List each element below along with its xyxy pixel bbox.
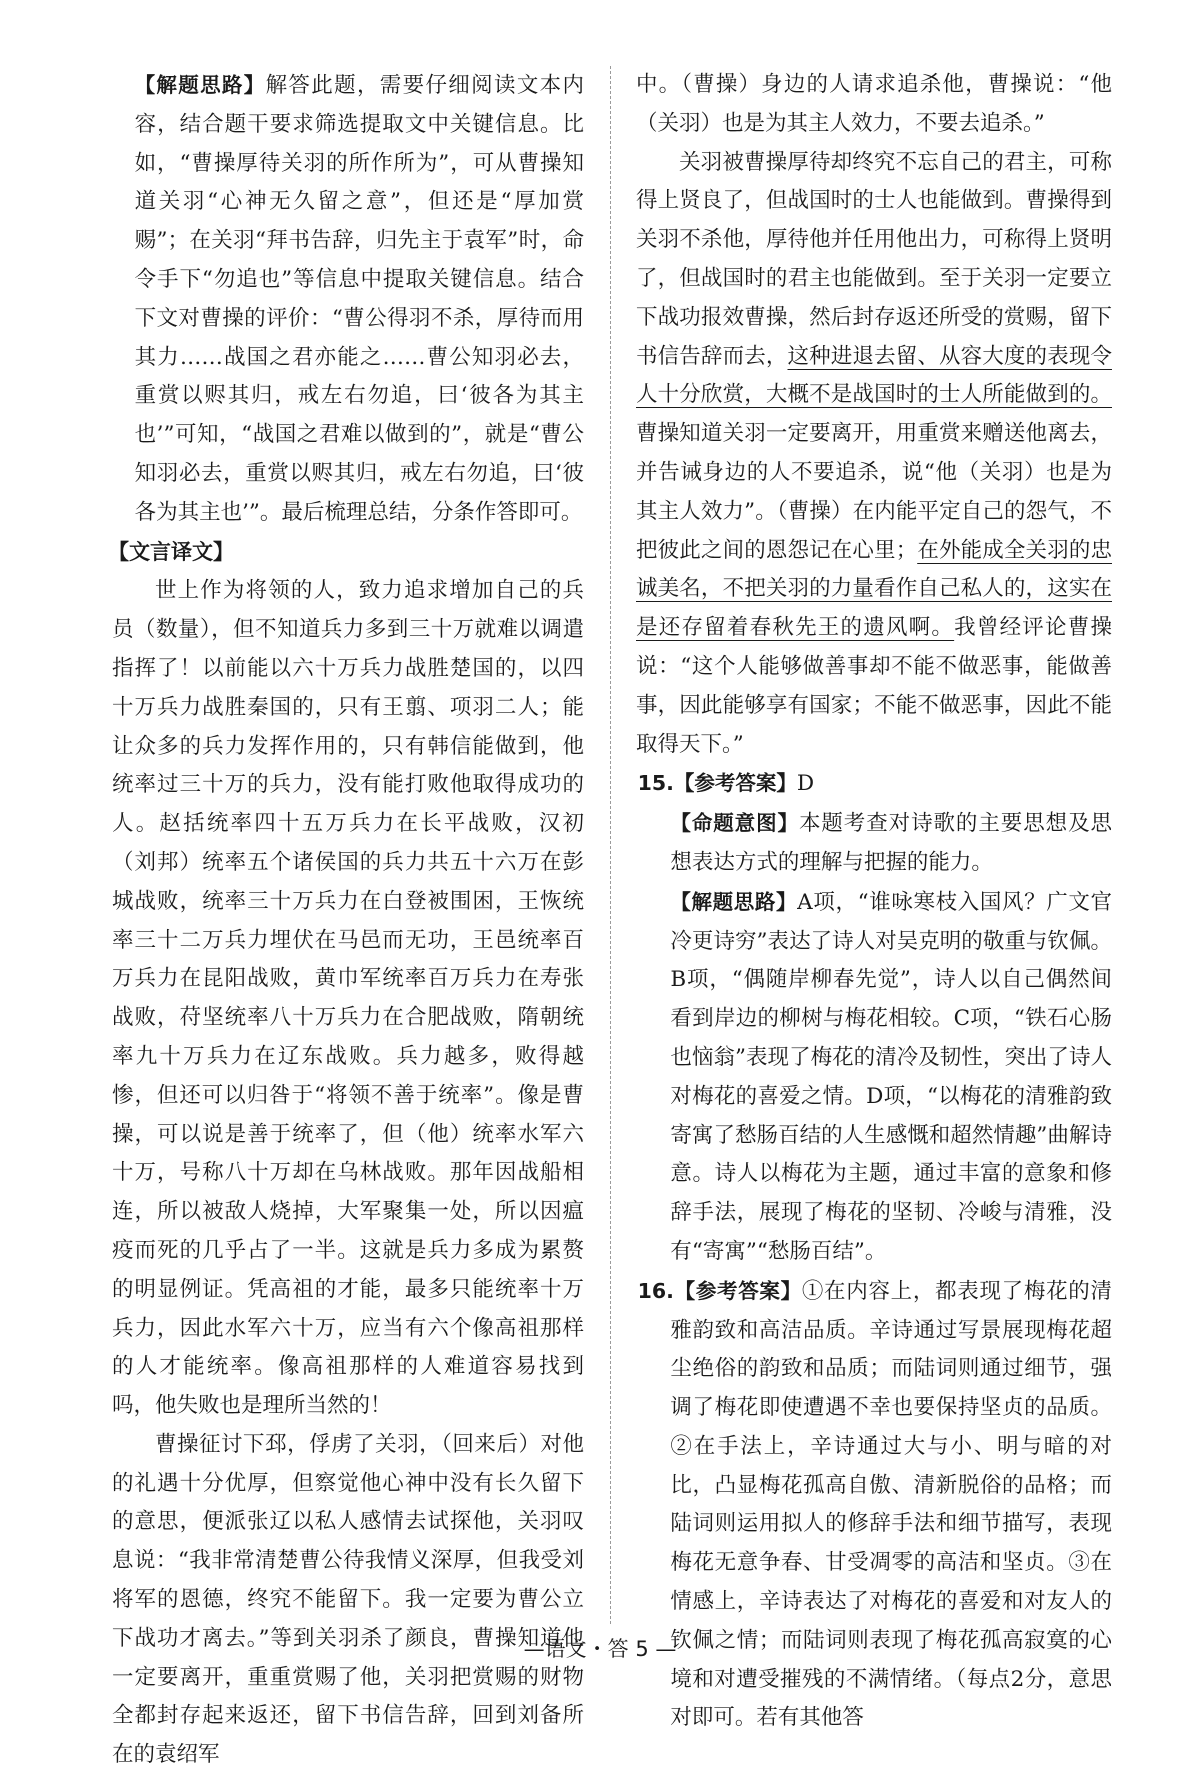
right-column [636,66,1112,1738]
question-15-analysis [636,883,1112,1272]
question-15-answer-tag: 【参考答案】 [673,771,797,796]
page-footer: —语文・答 5 — [523,1637,677,1661]
translation-text-c: 我曾经评论曹操说：“这个人能够做善事却不能不做恶事，能做善事，因此能够享有国家；不能不做恶事，因此不能取得天下。” [636,615,1112,757]
question-15-answer-value: D [796,771,815,797]
solution-approach-tag: 【解题思路】 [134,73,266,97]
translation-paragraph-1: 世上作为将领的人，致力追求增加自己的兵员（数量），但不知道兵力多到三十万就难以调遣指挥了！以前能以六十万兵力战胜楚国的，以四十万兵力战胜秦国的，只有王翦、项羽二人；能让众多的兵力发挥作用的，只有韩信能做到，他统率过三十万的兵力，没有能打败他取得成功的人。赵括统率四十五万兵力在长平战败，汉初（刘邦）统率五个诸侯国的兵力共五十六万在彭城战败，统率三十万兵力在白登被围困，王恢统率三十二万兵力埋伏在马邑而无功，王邑统率百万兵力在昆阳战败，黄巾军统率百万兵力在寿张战败，苻坚统率八十万兵力在合肥战败，隋朝统率九十万兵力在辽东战败。兵力越多，败得越惨，但还可以归咎于“将领不善于统率”。像是曹操，可以说是善于统率了，但（他）统率水军六十万，号称八十万却在乌林战败。那年因战船相连，所以被敌人烧掉，大军聚集一处，所以因瘟疫而死的几乎占了一半。这就是兵力多成为累赘的明显例证。凭高祖的才能，最多只能统率十万兵力，因此水军六十万，应当有六个像高祖那样的人才能统率。像高祖那样的人难道容易找到吗，他失败也是理所当然的！ [112,578,584,1419]
question-16-number: 16. [637,1278,674,1303]
question-15-intent-tag: 【命题意图】 [670,811,799,836]
question-16-answer-text: ①在内容上，都表现了梅花的清雅韵致和高洁品质。辛诗通过写景展现梅花超尘绝俗的韵致和品质；而陆词则通过细节，强调了梅花即使遭遇不幸也要保持坚贞的品质。②在手法上，辛诗通过大与小、明与暗的对比，凸显梅花孤高自傲、清新脱俗的品格；而陆词则运用拟人的修辞手法和细节描写，表现梅花无意争春、甘受凋零的高洁和坚贞。③在情感上，辛诗表达了对梅花的喜爱和对友人的钦佩之情；而陆词则表现了梅花孤高寂寞的心境和对遭受摧残的不满情绪。（每点2分，意思对即可。若有其他答 [670,1278,1112,1731]
translation-section-title: 【文言译文】 [108,539,234,564]
translation-paragraph-2-cont: 中。（曹操）身边的人请求追杀他，曹操说：“他（关羽）也是为其主人效力，不要去追杀。” [636,72,1112,136]
translation-paragraph-2: 曹操征讨下邳，俘虏了关羽，（回来后）对他的礼遇十分优厚，但察觉他心神中没有长久留下的意思，便派张辽以私人感情去试探他，关羽叹息说：“我非常清楚曹公待我情义深厚，但我受刘将军的恩德，终究不能留下。我一定要为曹公立下战功才离去。”等到关羽杀了颜良，曹操知道他一定要离开，重重赏赐了他，关羽把赏赐的财物全都封存起来返还，留下书信告辞，回到刘备所在的袁绍军 [112,1431,584,1768]
translation-text-b: 曹操知道关羽一定要离开，用重赏来赠送他离去，并告诫身边的人不要追杀，说“他（关羽）也是为其主人效力”。（曹操）在内能平定自己的怨气，不把彼此之间的恩怨记在心里； [636,421,1112,563]
question-15-analysis-text: A项，“谁咏寒枝入国风？广文官冷更诗穷”表达了诗人对吴克明的敬重与钦佩。B项，“偶随岸柳春先觉”，诗人以自己偶然间看到岸边的柳树与梅花相较。C项，“铁石心肠也恼翁”表现了梅花的清冷及韧性，突出了诗人对梅花的喜爱之情。D项，“以梅花的清雅韵致寄寓了愁肠百结的人生感慨和超然情趣”曲解诗意。诗人以梅花为主题，通过丰富的意象和修辞手法，展现了梅花的坚韧、冷峻与清雅，没有“寄寓”“愁肠百结”。 [670,889,1112,1264]
left-column [108,66,584,1775]
solution-approach-text: 解答此题，需要仔细阅读文本内容，结合题干要求筛选提取文中关键信息。比如，“曹操厚待关羽的所作所为”，可从曹操知道关羽“心神无久留之意”，但还是“厚加赏赐”；在关羽“拜书告辞，归先主于袁军”时，命令手下“勿追也”等信息中提取关键信息。结合下文对曹操的评价：“曹公得羽不杀，厚待而用其力……战国之君亦能之……曹公知羽必去，重赏以赆其归，戒左右勿追，曰‘彼各为其主也’”可知，“战国之君难以做到的”，就是“曹公知羽必去，重赏以赆其归，戒左右勿追，曰‘彼各为其主也’”。最后梳理总结，分条作答即可。 [134,73,584,525]
question-15-answer [636,764,1112,804]
translation-paragraph-3 [636,144,1112,765]
question-16-answer-tag: 【参考答案】 [673,1278,802,1303]
underlined-sentence-2: 在外能成全关羽的忠诚美名，不把关羽的力量看作自己私人的，这实在是还存留着春秋先王的遗风啊。 [636,537,1112,641]
question-15-analysis-tag: 【解题思路】 [670,889,798,914]
question-15-number: 15. [637,771,674,796]
question-15-intent [636,804,1112,883]
question-15-intent-text: 本题考查对诗歌的主要思想及思想表达方式的理解与把握的能力。 [670,811,1112,875]
underlined-sentence-1: 这种进退去留、从容大度的表现令人十分欣赏，大概不是战国时的士人所能做到的。 [636,343,1112,408]
question-16-answer [636,1272,1112,1739]
column-divider [610,66,611,1624]
translation-text-a: 关羽被曹操厚待却终究不忘自己的君主，可称得上贤良了，但战国时的士人也能做到。曹操得到关羽不杀他，厚待他并任用他出力，可称得上贤明了，但战国时的君主也能做到。至于关羽一定要立下战功报效曹操，然后封存返还所受的赏赐，留下书信告辞而去， [636,149,1112,369]
solution-approach-paragraph [112,66,584,533]
translation-section [108,533,584,573]
